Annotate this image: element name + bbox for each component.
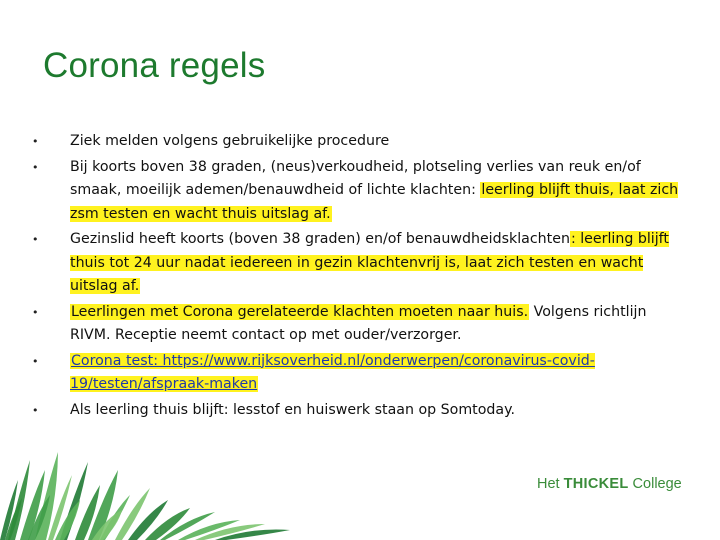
highlighted-text: Leerlingen met Corona gerelateerde klachten moeten naar huis. bbox=[71, 303, 529, 320]
bullet-text: Als leerling thuis blijft: lesstof en huiswerk staan op Somtoday. bbox=[70, 401, 515, 418]
bullet-marker: • bbox=[32, 403, 39, 417]
bullet-item bbox=[0, 228, 680, 299]
slide-title: Corona regels bbox=[43, 46, 266, 85]
bullet-item bbox=[0, 130, 680, 154]
highlighted-text: : leerling blijft thuis tot 24 uur nadat iedereen in gezin klachtenvrij is, laat zich testen en wacht uitslag af. bbox=[70, 231, 669, 294]
bullet-text: Ziek melden volgens gebruikelijke procedure bbox=[70, 133, 390, 149]
logo-suffix: College bbox=[628, 476, 682, 492]
corona-test-link[interactable]: Corona test: https://www.rijksoverheid.nl/onderwerpen/coronavirus-covid-19/testen/afspraak-maken bbox=[70, 352, 595, 392]
bullet-item bbox=[0, 399, 680, 423]
highlighted-text: leerling blijft thuis, laat zich zsm testen en wacht thuis uitslag af. bbox=[70, 182, 679, 222]
bullet-marker: • bbox=[32, 160, 39, 174]
bullet-text: Gezinslid heeft koorts (boven 38 graden) en/of benauwdheidsklachten bbox=[70, 231, 570, 247]
school-logo bbox=[537, 476, 682, 492]
logo-strong: THICKEL bbox=[563, 476, 629, 492]
bullet-list bbox=[0, 130, 680, 424]
bullet-marker: • bbox=[32, 354, 39, 368]
logo-prefix: Het bbox=[537, 476, 564, 492]
grass-decoration bbox=[0, 440, 300, 540]
bullet-marker: • bbox=[32, 233, 39, 246]
bullet-marker: • bbox=[32, 305, 39, 319]
bullet-marker: • bbox=[32, 135, 39, 148]
bullet-item bbox=[0, 301, 680, 348]
bullet-item bbox=[0, 156, 680, 227]
bullet-text: Bij koorts boven 38 graden, (neus)verkoudheid, plotseling verlies van reuk en/of smaak, moeilijk ademen/benauwdheid of lichte klachten: bbox=[70, 158, 641, 198]
bullet-item bbox=[0, 350, 680, 397]
bullet-text: Volgens richtlijn RIVM. Receptie neemt contact op met ouder/verzorger. bbox=[70, 303, 647, 343]
